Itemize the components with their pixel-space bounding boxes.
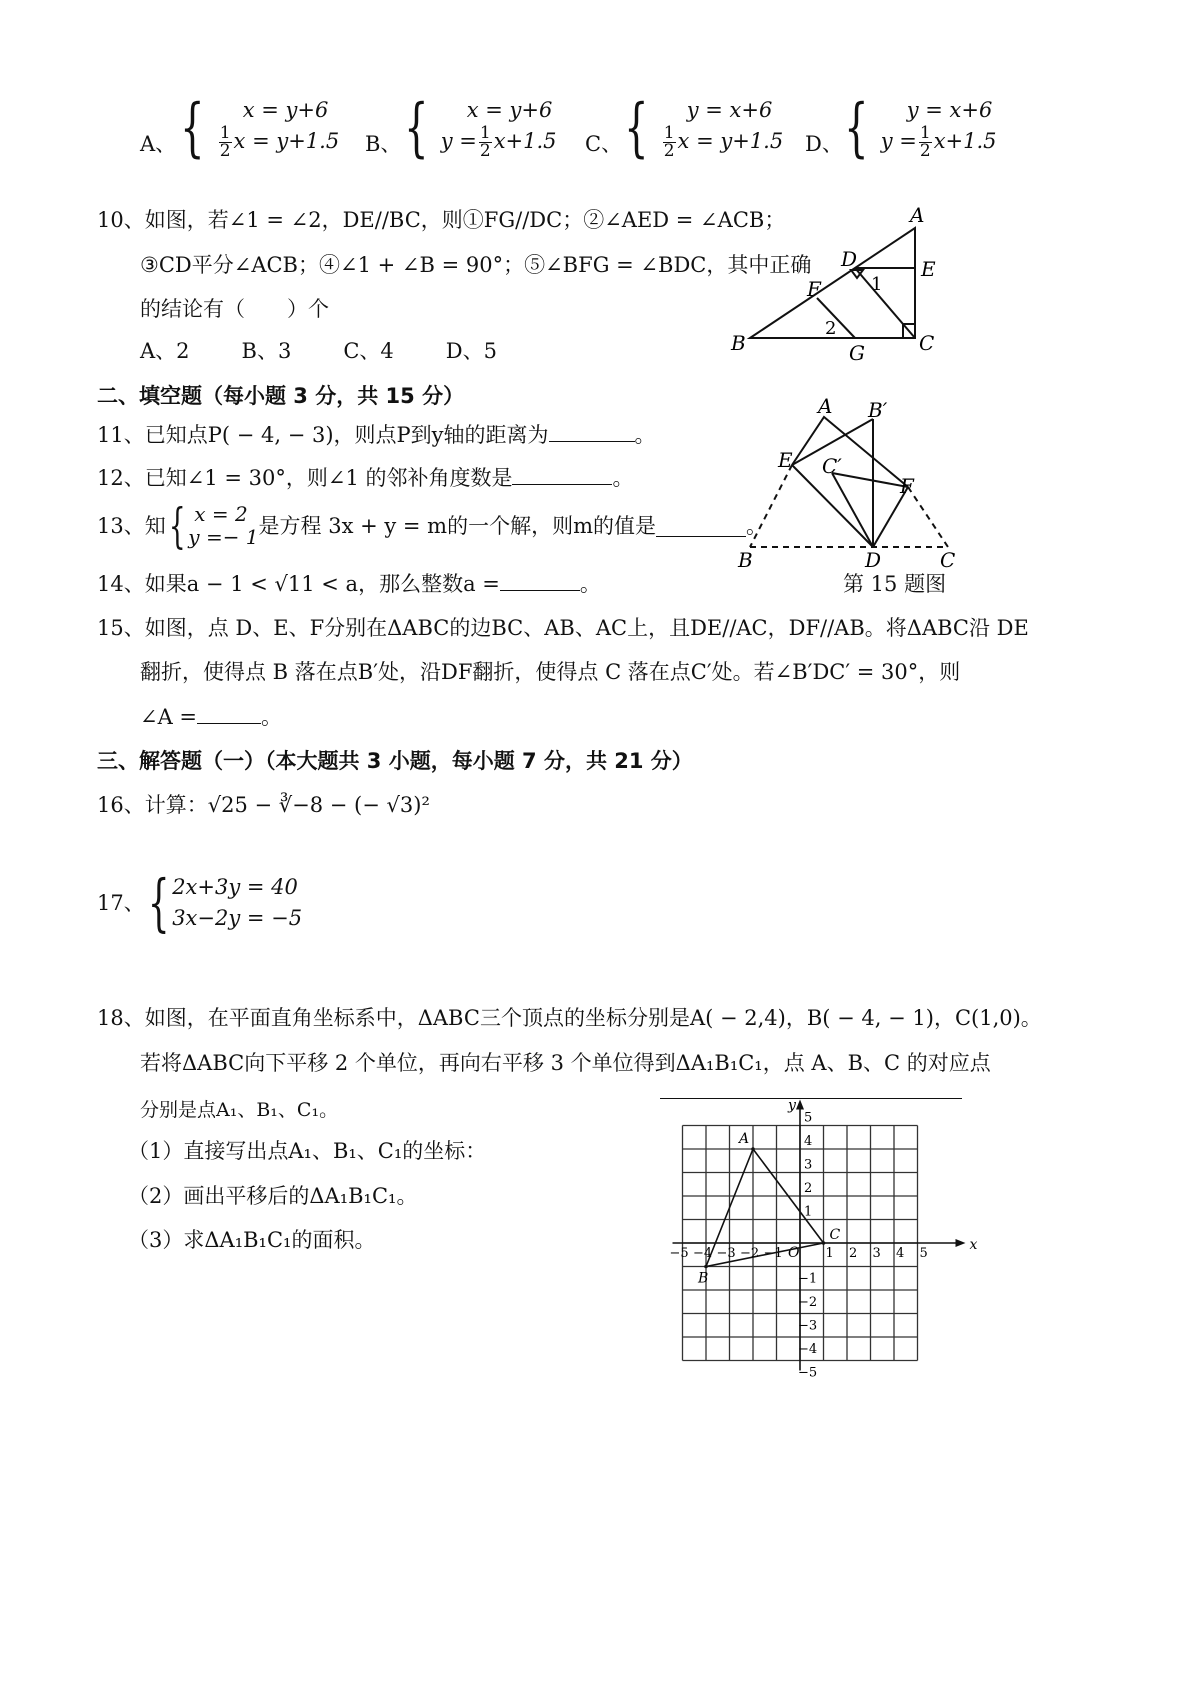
q18-sub1: （1）直接写出点A₁、B₁、C₁的坐标： [128,1139,487,1163]
label-c-prime: C′ [822,454,842,478]
q18-sub2: （2）画出平移后的ΔA₁B₁C₁。 [128,1184,418,1208]
point-label-c: C [829,1227,841,1243]
y-tick-label: −2 [798,1295,818,1310]
y-tick-label: −3 [798,1318,818,1334]
point-label-b: B [698,1270,709,1287]
brace: { [404,90,429,165]
q9-c-eq2: $\frac{1}{2}$ x = y+1.5 [663,123,784,161]
label-b: B [731,331,746,355]
q10-option-a[interactable]: A、2 [140,339,190,363]
q10-line3: 的结论有（ ）个 [140,297,329,321]
q11: 11、已知点P( − 4, − 3)，则点P到y轴的距离为 。 [97,423,656,447]
x-tick-label: 5 [919,1246,928,1261]
brace: { [624,90,649,165]
y-tick-label: 1 [804,1204,813,1220]
dashed-fc [908,487,948,547]
q10-option-c[interactable]: C、4 [343,339,394,363]
q9-option-a-label: A、 [140,132,177,156]
label-b-prime: B′ [868,398,888,422]
q15-answer-blank[interactable] [197,703,261,724]
q15-line3: ∠A = 。 [140,705,283,729]
q15-line2: 翻折，使得点 B 落在点B′处，沿DF翻折，使得点 C 落在点C′处。若∠B′DC′ = 30°，则 [140,660,961,684]
label-e: E [778,448,793,472]
x-tick-label: −4 [693,1246,713,1261]
q9-option-b-system [396,90,557,165]
point-c [822,1241,826,1245]
q10-line2: ③CD平分∠ACB；④∠1 + ∠B = 90°；⑤∠BFG = ∠BDC，其中正确 [140,253,812,277]
y-axis-label: y [788,1097,796,1114]
coordinate-plane [655,1097,978,1390]
q13: 13、知 { x = 2 y =− 1 是方程 3x + y = m的一个解，则m的值是 。 [97,498,768,554]
brace: { [147,866,170,939]
x-tick-label: −3 [716,1246,736,1261]
label-c: C [940,548,956,572]
y-tick-label: 3 [804,1157,813,1173]
section-2-heading: 二、填空题（每小题 3 分，共 15 分） [97,384,465,408]
x-tick-label: −1 [763,1246,783,1261]
x-tick-label: −2 [740,1246,760,1261]
section-3-heading: 三、解答题（一）（本大题共 3 小题，每小题 7 分，共 21 分） [97,749,693,773]
point-label-a: A [739,1131,750,1147]
x-tick-label: 4 [896,1246,905,1261]
q10-figure [725,200,960,370]
label-d: D [841,247,858,271]
q9-b-eq1: x = y+6 [466,98,553,122]
q9-d-eq1: y = x+6 [906,98,993,122]
q12: 12、已知∠1 = 30°，则∠1 的邻补角度数是 。 [97,466,634,490]
y-tick-label: −4 [798,1342,818,1357]
q9-option-d-system [836,90,997,165]
q9-option-c-system [616,90,784,165]
label-angle-1: 1 [871,274,883,295]
q14-answer-blank[interactable] [500,570,580,591]
label-f: F [807,277,821,301]
origin-label: O [788,1245,800,1261]
q10-option-b[interactable]: B、3 [241,339,292,363]
q18-line2: 若将ΔABC向下平移 2 个单位，再向右平移 3 个单位得到ΔA₁B₁C₁，点 A、B、C 的对应点 [140,1051,991,1075]
q10-option-d[interactable]: D、5 [445,339,497,363]
q9-c-eq1: y = x+6 [686,98,773,122]
q9-a-eq2: $\frac{1}{2}$ x = y+1.5 [219,123,340,161]
label-a: A [818,394,833,418]
q9-d-eq2: y = $\frac{1}{2}$ x+1.5 [880,123,997,161]
brace: { [844,90,869,165]
q9-option-a-system [172,90,340,165]
label-a: A [910,203,925,227]
x-tick-label: −5 [669,1246,689,1261]
label-b: B [738,548,753,572]
q9-option-c-label: C、 [585,132,623,156]
label-g: G [849,341,865,365]
q18-sub3: （3）求ΔA₁B₁C₁的面积。 [128,1228,376,1252]
segment-c1-f [832,473,908,487]
point-b [704,1265,708,1269]
q18-line1: 18、如图，在平面直角坐标系中，ΔABC三个顶点的坐标分别是A( − 2,4)，B( − 4, − 1)，C(1,0)。 [97,1006,1042,1030]
q9-b-eq2: y = $\frac{1}{2}$ x+1.5 [440,123,557,161]
dashed-eb [750,465,792,547]
segment-c1-d [832,473,873,547]
point-a [751,1147,755,1151]
x-tick-label: 2 [849,1246,858,1261]
y-axis-arrow [796,1100,804,1110]
label-c: C [919,331,935,355]
y-tick-label: 2 [804,1181,813,1196]
y-tick-label: −5 [798,1365,818,1381]
brace: { [180,90,205,165]
label-e: E [921,257,936,281]
q18-line3: 分别是点A₁、B₁、C₁。 [140,1099,339,1121]
y-tick-label: 5 [804,1110,813,1126]
label-f: F [900,474,914,498]
label-angle-2: 2 [825,318,837,339]
brace: { [168,498,186,554]
x-tick-label: 3 [872,1246,881,1261]
y-tick-label: 4 [804,1134,813,1149]
y-tick-label: −1 [798,1271,818,1287]
q11-answer-blank[interactable] [549,421,635,442]
q10-line1: 10、如图，若∠1 = ∠2，DE//BC，则①FG//DC；②∠AED = ∠ACB； [97,208,786,232]
q15-figure [730,395,970,575]
q17: 17、 { 2x+3y = 40 3x−2y = −5 [97,866,303,939]
q14: 14、如果a − 1 < √11 < a，那么整数a = 。 [97,572,601,596]
q10-options [140,337,497,365]
q9-option-b-label: B、 [365,132,402,156]
q15-figure-caption: 第 15 题图 [843,572,947,596]
q16: 16、计算：√25 − ∛−8 − (− √3)² [97,793,430,817]
q9-a-eq1: x = y+6 [242,98,329,122]
label-d: D [865,548,882,572]
q12-answer-blank[interactable] [512,464,612,485]
segment-dc [855,268,915,338]
x-axis-arrow [956,1239,966,1247]
x-axis-label: x [969,1237,978,1253]
q15-line1: 15、如图，点 D、E、F分别在ΔABC的边BC、AB、AC上，且DE//AC，DF//AB。将ΔABC沿 DE [97,616,1029,640]
divider [660,1098,962,1099]
x-tick-label: 1 [825,1246,834,1261]
q9-option-d-label: D、 [805,132,843,156]
